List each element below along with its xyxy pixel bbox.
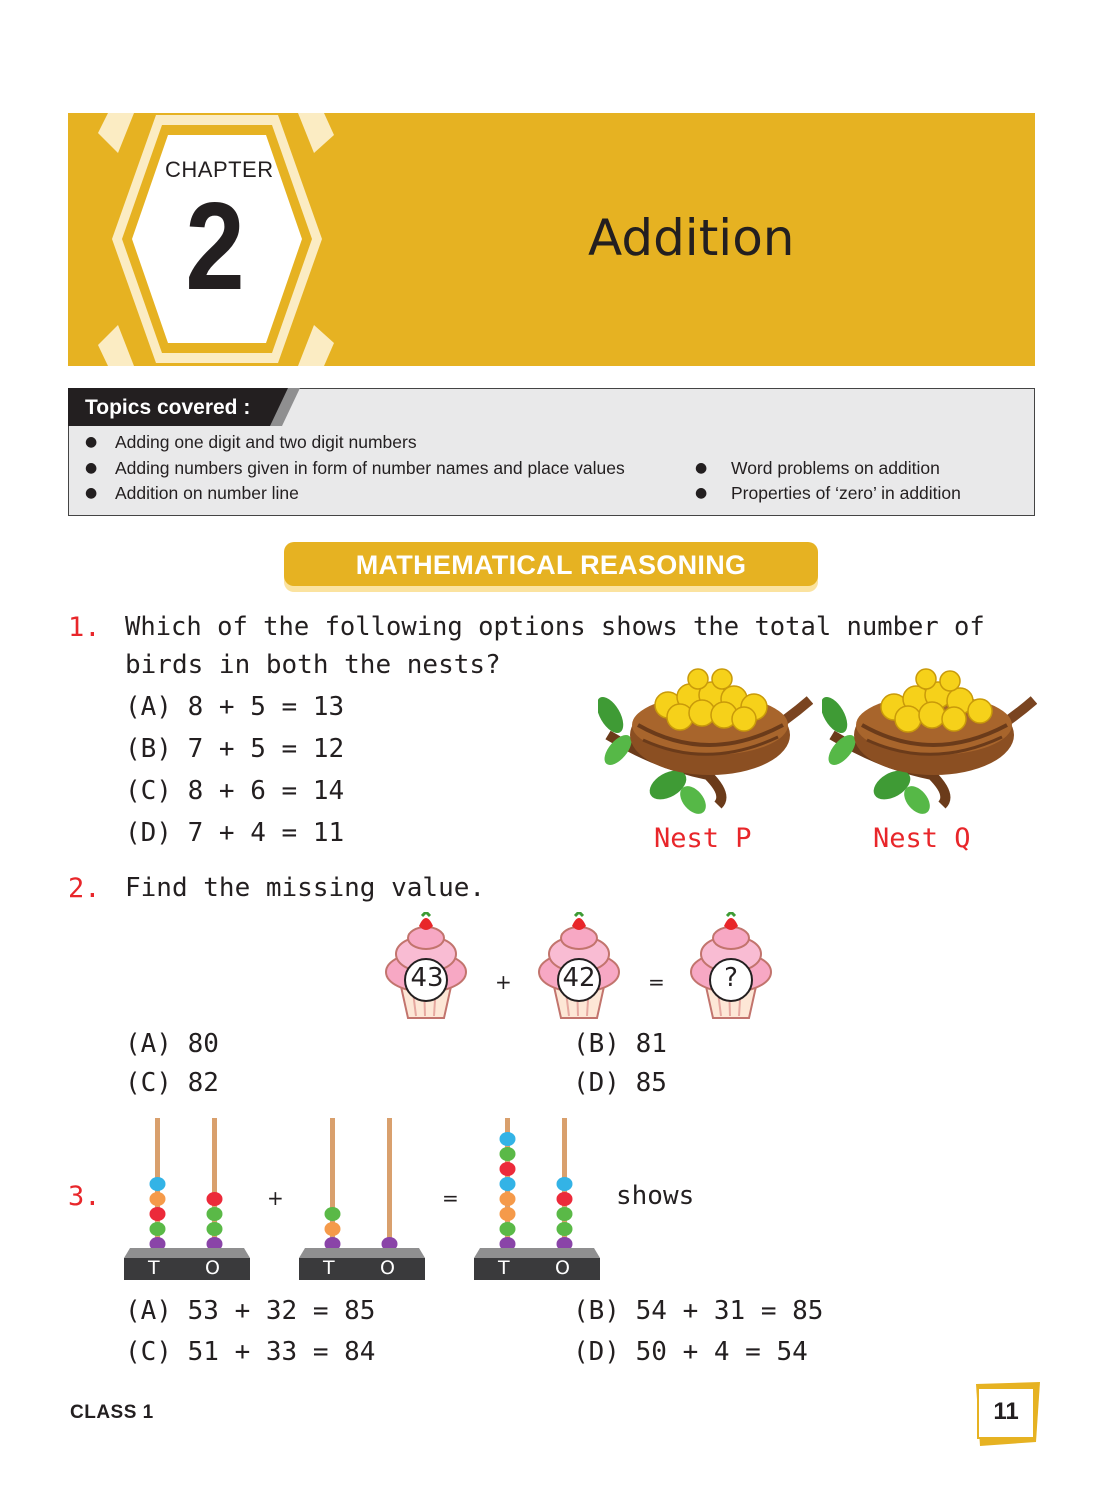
nest-q-image	[822, 655, 1037, 815]
option-b[interactable]: (B) 81	[573, 1029, 667, 1059]
abacus-tens-label: T	[498, 1257, 510, 1279]
topics-box	[68, 388, 1035, 516]
equals-sign: =	[648, 970, 665, 994]
abacus-3-icon	[474, 1114, 600, 1252]
question-number: 2.	[68, 873, 101, 904]
bullet-icon: ●	[85, 485, 98, 501]
topics-heading: Topics covered :	[85, 396, 251, 419]
option-d[interactable]: (D) 7 + 4 = 11	[125, 818, 345, 848]
nest-p-image	[598, 655, 813, 815]
nest-p-label: Nest P	[654, 823, 752, 854]
section-title: MATHEMATICAL REASONING	[355, 550, 747, 580]
option-a[interactable]: (A) 80	[125, 1029, 219, 1059]
chapter-label: CHAPTER	[165, 157, 274, 182]
nest-q-label: Nest Q	[873, 823, 971, 854]
topic-item: Adding one digit and two digit numbers	[115, 432, 417, 452]
abacus-2-base	[299, 1248, 425, 1282]
question-number: 1.	[68, 612, 101, 643]
question-text: Find the missing value.	[125, 873, 486, 903]
abacus-2-icon	[299, 1114, 425, 1252]
option-a[interactable]: (A) 53 + 32 = 85	[125, 1296, 376, 1326]
equals-sign: =	[442, 1186, 459, 1210]
topic-item: Adding numbers given in form of number names and place values	[115, 458, 625, 478]
option-c[interactable]: (C) 51 + 33 = 84	[125, 1337, 376, 1367]
question-number: 3.	[68, 1181, 101, 1212]
abacus-1-base	[124, 1248, 250, 1282]
page-number: 11	[993, 1398, 1019, 1425]
option-b[interactable]: (B) 7 + 5 = 12	[125, 734, 345, 764]
abacus-tens-label: T	[148, 1257, 160, 1279]
abacus-tens-label: T	[323, 1257, 335, 1279]
option-d[interactable]: (D) 85	[573, 1068, 667, 1098]
option-a[interactable]: (A) 8 + 5 = 13	[125, 692, 345, 722]
bullet-icon: ●	[85, 460, 98, 476]
cupcake-value: ?	[724, 963, 738, 993]
topic-item: Addition on number line	[115, 483, 299, 503]
question-text: Which of the following options shows the total number of	[125, 612, 985, 642]
cupcake-value: 42	[562, 963, 596, 993]
cupcake-value: 43	[410, 963, 444, 993]
chapter-title: Addition	[588, 209, 795, 267]
abacus-3-base	[474, 1248, 600, 1282]
abacus-1-icon	[124, 1114, 250, 1252]
bullet-icon: ●	[695, 460, 708, 476]
chapter-number: 2	[185, 178, 245, 316]
plus-sign: +	[495, 970, 512, 994]
abacus-ones-label: O	[555, 1257, 570, 1279]
abacus-ones-label: O	[205, 1257, 220, 1279]
topic-item: Word problems on addition	[731, 458, 940, 478]
option-c[interactable]: (C) 8 + 6 = 14	[125, 776, 345, 806]
option-b[interactable]: (B) 54 + 31 = 85	[573, 1296, 824, 1326]
question-text: birds in both the nests?	[125, 650, 501, 680]
bullet-icon: ●	[85, 434, 98, 450]
topic-item: Properties of ‘zero’ in addition	[731, 483, 961, 503]
shows-text: shows	[616, 1181, 695, 1211]
option-c[interactable]: (C) 82	[125, 1068, 219, 1098]
chapter-banner	[68, 113, 1035, 366]
class-label: CLASS 1	[70, 1402, 154, 1423]
plus-sign: +	[267, 1186, 284, 1210]
abacus-ones-label: O	[380, 1257, 395, 1279]
bullet-icon: ●	[695, 485, 708, 501]
option-d[interactable]: (D) 50 + 4 = 54	[573, 1337, 808, 1367]
